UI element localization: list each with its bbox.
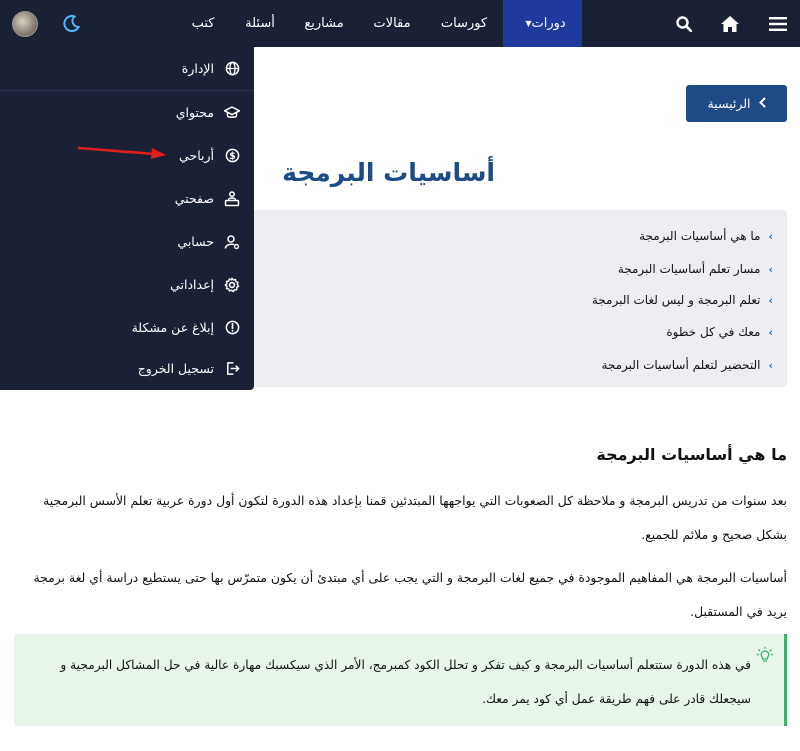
toc-link[interactable]: [618, 258, 773, 280]
menu-item-my-page[interactable]: [0, 177, 254, 220]
page-title: أساسيات البرمجة: [282, 158, 495, 187]
section-heading: ما هي أساسيات البرمجة: [596, 445, 787, 464]
nav-link-courses-dropdown[interactable]: [503, 0, 582, 47]
search-icon[interactable]: [666, 0, 702, 47]
menu-item-my-settings[interactable]: [0, 263, 254, 306]
gear-icon: [224, 277, 240, 293]
menu-item-label: محتواي: [175, 105, 214, 120]
nav-link-kursat[interactable]: [432, 0, 496, 47]
nav-link-label: مقالات: [373, 16, 411, 31]
toc-link[interactable]: [592, 289, 773, 311]
nav-link-label: دورات: [531, 16, 566, 31]
home-button-label: الرئيسية: [707, 96, 751, 111]
chevron-right-icon: ›: [768, 293, 773, 307]
chevron-left-icon: [759, 96, 766, 111]
paragraph: بعد سنوات من تدريس البرمجة و ملاحظة كل الصعوبات التي يواجهها المبتدئين قمنا بإعداد هذه الدورة لتكون أول دورة عربية تعلم الأسس البرمجية بشكل صحيح و ملائم للجميع.: [43, 493, 787, 542]
menu-item-my-content[interactable]: [0, 91, 254, 134]
lightbulb-icon: [756, 646, 774, 668]
home-icon[interactable]: [712, 0, 748, 47]
graduation-cap-icon: [224, 105, 240, 121]
teacher-icon: [224, 191, 240, 207]
nav-link-label: كتب: [191, 16, 215, 31]
nav-link-label: أسئلة: [245, 16, 275, 31]
chevron-right-icon: ›: [768, 325, 773, 339]
nav-link-books[interactable]: [180, 0, 226, 47]
menu-item-admin[interactable]: [0, 47, 254, 90]
chevron-right-icon: ›: [768, 358, 773, 372]
toc-link-label: معك في كل خطوة: [666, 325, 761, 339]
nav-link-label: مشاريع: [304, 16, 344, 31]
nav-link-label: كورسات: [440, 16, 488, 31]
dollar-icon: [224, 148, 240, 164]
user-gear-icon: [224, 234, 240, 250]
table-of-contents: [254, 210, 787, 387]
user-dropdown-menu: [0, 47, 254, 390]
toc-link-label: ما هي أساسيات البرمجة: [639, 229, 761, 243]
nav-link-projects[interactable]: [294, 0, 354, 47]
nav-link-articles[interactable]: [363, 0, 421, 47]
top-navbar: [0, 0, 800, 47]
menu-item-label: الإدارة: [181, 61, 214, 76]
toc-link-label: التحضير لتعلم أساسيات البرمجة: [601, 358, 761, 372]
home-button[interactable]: [686, 85, 787, 122]
globe-icon: [224, 61, 240, 77]
toc-link[interactable]: [639, 225, 773, 247]
moon-icon[interactable]: [56, 0, 86, 47]
paragraph: أساسيات البرمجة هي المفاهيم الموجودة في جميع لغات البرمجة و التي يجب على أي مبتدئ أن يكون متمرّس بها حتى يستطيع دراسة أي لغة برمجة يريد في المستقبل.: [33, 570, 787, 619]
nav-link-questions[interactable]: [232, 0, 288, 47]
menu-item-logout[interactable]: [0, 347, 254, 390]
avatar[interactable]: [12, 11, 38, 37]
svg-text:$: $: [228, 150, 236, 162]
toc-link-label: مسار تعلم أساسيات البرمجة: [617, 262, 761, 276]
menu-icon[interactable]: [760, 0, 796, 47]
menu-item-label: إعداداتي: [170, 277, 214, 292]
chevron-right-icon: ›: [768, 262, 773, 276]
toc-link[interactable]: [601, 354, 773, 376]
menu-item-label: صفحتي: [174, 191, 214, 206]
tip-text: في هذه الدورة ستتعلم أساسيات البرمجة و كيف تفكر و تحلل الكود كمبرمج، الأمر الذي سيكسبك مهارة عالية في حل المشاكل البرمجية و سيجعلك قادر على فهم طريقة عمل أي كود يمر معك.: [60, 658, 751, 706]
logout-icon: [224, 361, 240, 377]
toc-link[interactable]: [666, 321, 773, 343]
menu-item-label: أرباحي: [179, 148, 214, 163]
alert-icon: [224, 320, 240, 336]
menu-item-label: إبلاغ عن مشكلة: [131, 320, 214, 335]
menu-item-report-problem[interactable]: [0, 306, 254, 349]
tip-box: [14, 634, 787, 726]
annotation-arrow: [76, 138, 168, 160]
menu-item-my-account[interactable]: [0, 220, 254, 263]
menu-item-label: حسابي: [177, 234, 214, 249]
caret-down-icon: ▼: [525, 19, 532, 28]
chevron-right-icon: ›: [768, 229, 773, 243]
menu-item-label: تسجيل الخروج: [137, 361, 214, 376]
toc-link-label: تعلم البرمجة و ليس لغات البرمجة: [591, 293, 761, 307]
